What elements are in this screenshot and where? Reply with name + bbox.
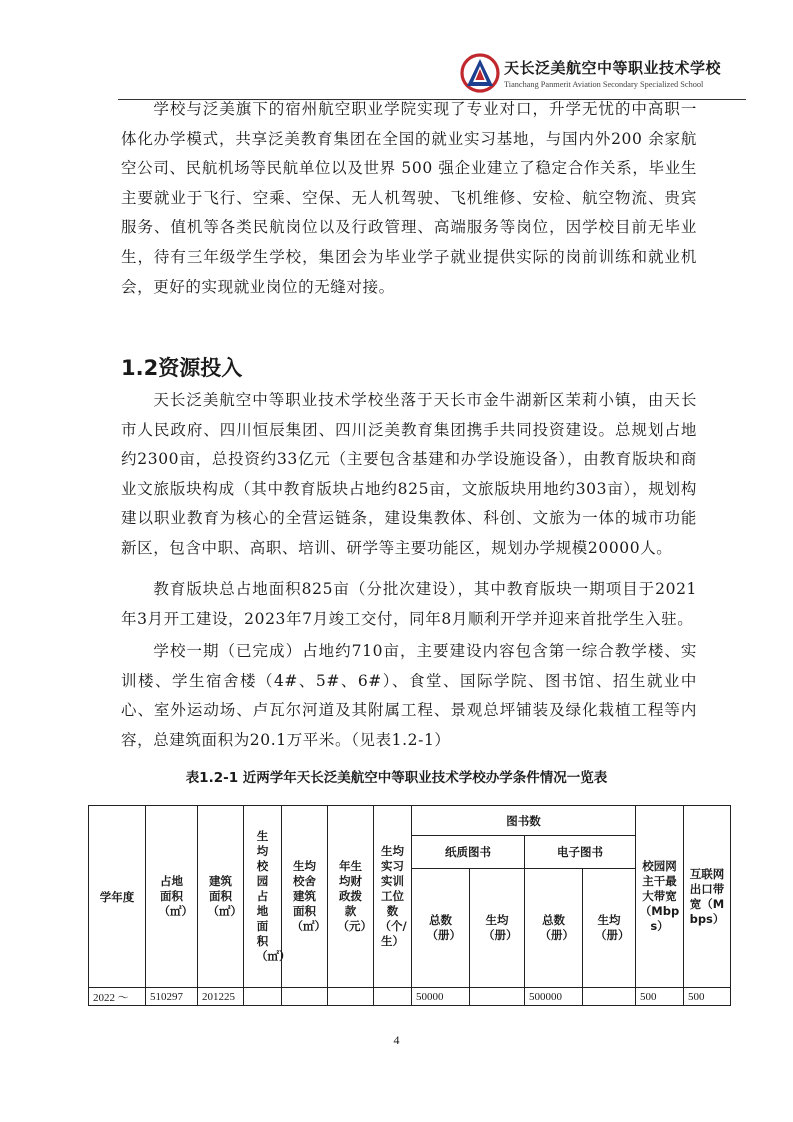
header-paper-per-student: 生均（册） <box>470 869 525 988</box>
header-land-area: 占地面积（㎡） <box>146 806 198 988</box>
header-campus-per-student: 生均校园占地面积（㎡） <box>244 806 282 988</box>
header-campus-bandwidth: 校园网主干最大带宽（Mbps） <box>636 806 684 988</box>
school-name-cn: 天长泛美航空中等职业技术学校 <box>504 59 722 77</box>
cell-building-area: 201225 <box>198 988 244 1006</box>
page-header <box>460 50 750 96</box>
school-logo-icon <box>460 53 500 93</box>
cell-funding-per-student <box>328 988 374 1006</box>
header-training-per-student: 生均实习实训工位数（个/生） <box>374 806 412 988</box>
header-books: 图书数 <box>412 806 636 836</box>
paragraph-education-block: 教育版块总占地面积825亩（分批次建设），其中教育版块一期项目于2021年3月开工建设，2023年7月竣工交付，同年8月顺利开学并迎来首批学生入驻。 <box>121 580 697 628</box>
page-number: 4 <box>393 1033 400 1047</box>
paragraph-employment: 学校与泛美旗下的宿州航空职业学院实现了专业对口，升学无忧的中高职一体化办学模式，共享泛美教育集团在全国的就业实习基地，与国内外200 余家航空公司、民航机场等民航单位以及世界 500 强企业建立了稳定合作关系，毕业生主要就业于飞行、空乘、空保、无人机驾驶、飞机维修、安检、航空物流、贵宾服务、值机等各类民航岗位以及行政管理、高端服务等岗位，因学校目前无毕业生，待有三年级学生学校，集团会为毕业学子就业提供实际的岗前训练和就业机会，更好的实现就业岗位的无缝对接。 <box>121 100 697 296</box>
cell-ebook-total: 500000 <box>525 988 583 1006</box>
header-internet-bandwidth: 互联网出口带宽（Mbps） <box>684 806 731 988</box>
cell-campus-bandwidth: 500 <box>636 988 684 1006</box>
cell-internet-bandwidth: 500 <box>684 988 731 1006</box>
header-ebook-total: 总数（册） <box>525 869 583 988</box>
header-building-area: 建筑面积（㎡） <box>198 806 244 988</box>
cell-paper-per-student <box>470 988 525 1006</box>
cell-training-per-student <box>374 988 412 1006</box>
school-conditions-table <box>88 805 731 1006</box>
header-year: 学年度 <box>89 806 146 988</box>
school-name-en: Tianchang Panmerit Aviation Secondary Specialized School <box>504 80 704 89</box>
header-building-per-student: 生均校舍建筑面积（㎡） <box>282 806 328 988</box>
header-ebooks: 电子图书 <box>525 836 636 869</box>
header-paper-books: 纸质图书 <box>412 836 525 869</box>
cell-ebook-per-student <box>583 988 636 1006</box>
cell-paper-total: 50000 <box>412 988 470 1006</box>
header-paper-total: 总数（册） <box>412 869 470 988</box>
cell-campus-per-student <box>244 988 282 1006</box>
paragraph-school-overview: 天长泛美航空中等职业技术学校坐落于天长市金牛湖新区茉莉小镇，由天长市人民政府、四川恒辰集团、四川泛美教育集团携手共同投资建设。总规划占地约2300亩，总投资约33亿元（主要包含基建和办学设施设备），由教育版块和商业文旅版块构成（其中教育版块占地约825亩，文旅版块用地约303亩），规划构建以职业教育为核心的全营运链条，建设集教体、科创、文旅为一体的城市功能新区，包含中职、高职、培训、研学等主要功能区，规划办学规模20000人。 <box>121 391 697 557</box>
cell-year: 2022 ～ <box>89 988 146 1006</box>
table-row <box>89 988 731 1006</box>
header-funding-per-student: 年生均财政拨款（元） <box>328 806 374 988</box>
table-caption: 表1.2-1 近两学年天长泛美航空中等职业技术学校办学条件情况一览表 <box>185 770 608 786</box>
cell-building-per-student <box>282 988 328 1006</box>
section-title: 1.2资源投入 <box>121 356 243 380</box>
cell-land-area: 510297 <box>146 988 198 1006</box>
header-ebook-per-student: 生均（册） <box>583 869 636 988</box>
paragraph-phase-one: 学校一期（已完成）占地约710亩，主要建设内容包含第一综合教学楼、实训楼、学生宿舍楼（4#、5#、6#）、食堂、国际学院、图书馆、招生就业中心、室外运动场、卢瓦尔河道及其附属工程、景观总坪铺装及绿化栽植工程等内容，总建筑面积为20.1万平米。（见表1.2-1） <box>121 642 697 749</box>
